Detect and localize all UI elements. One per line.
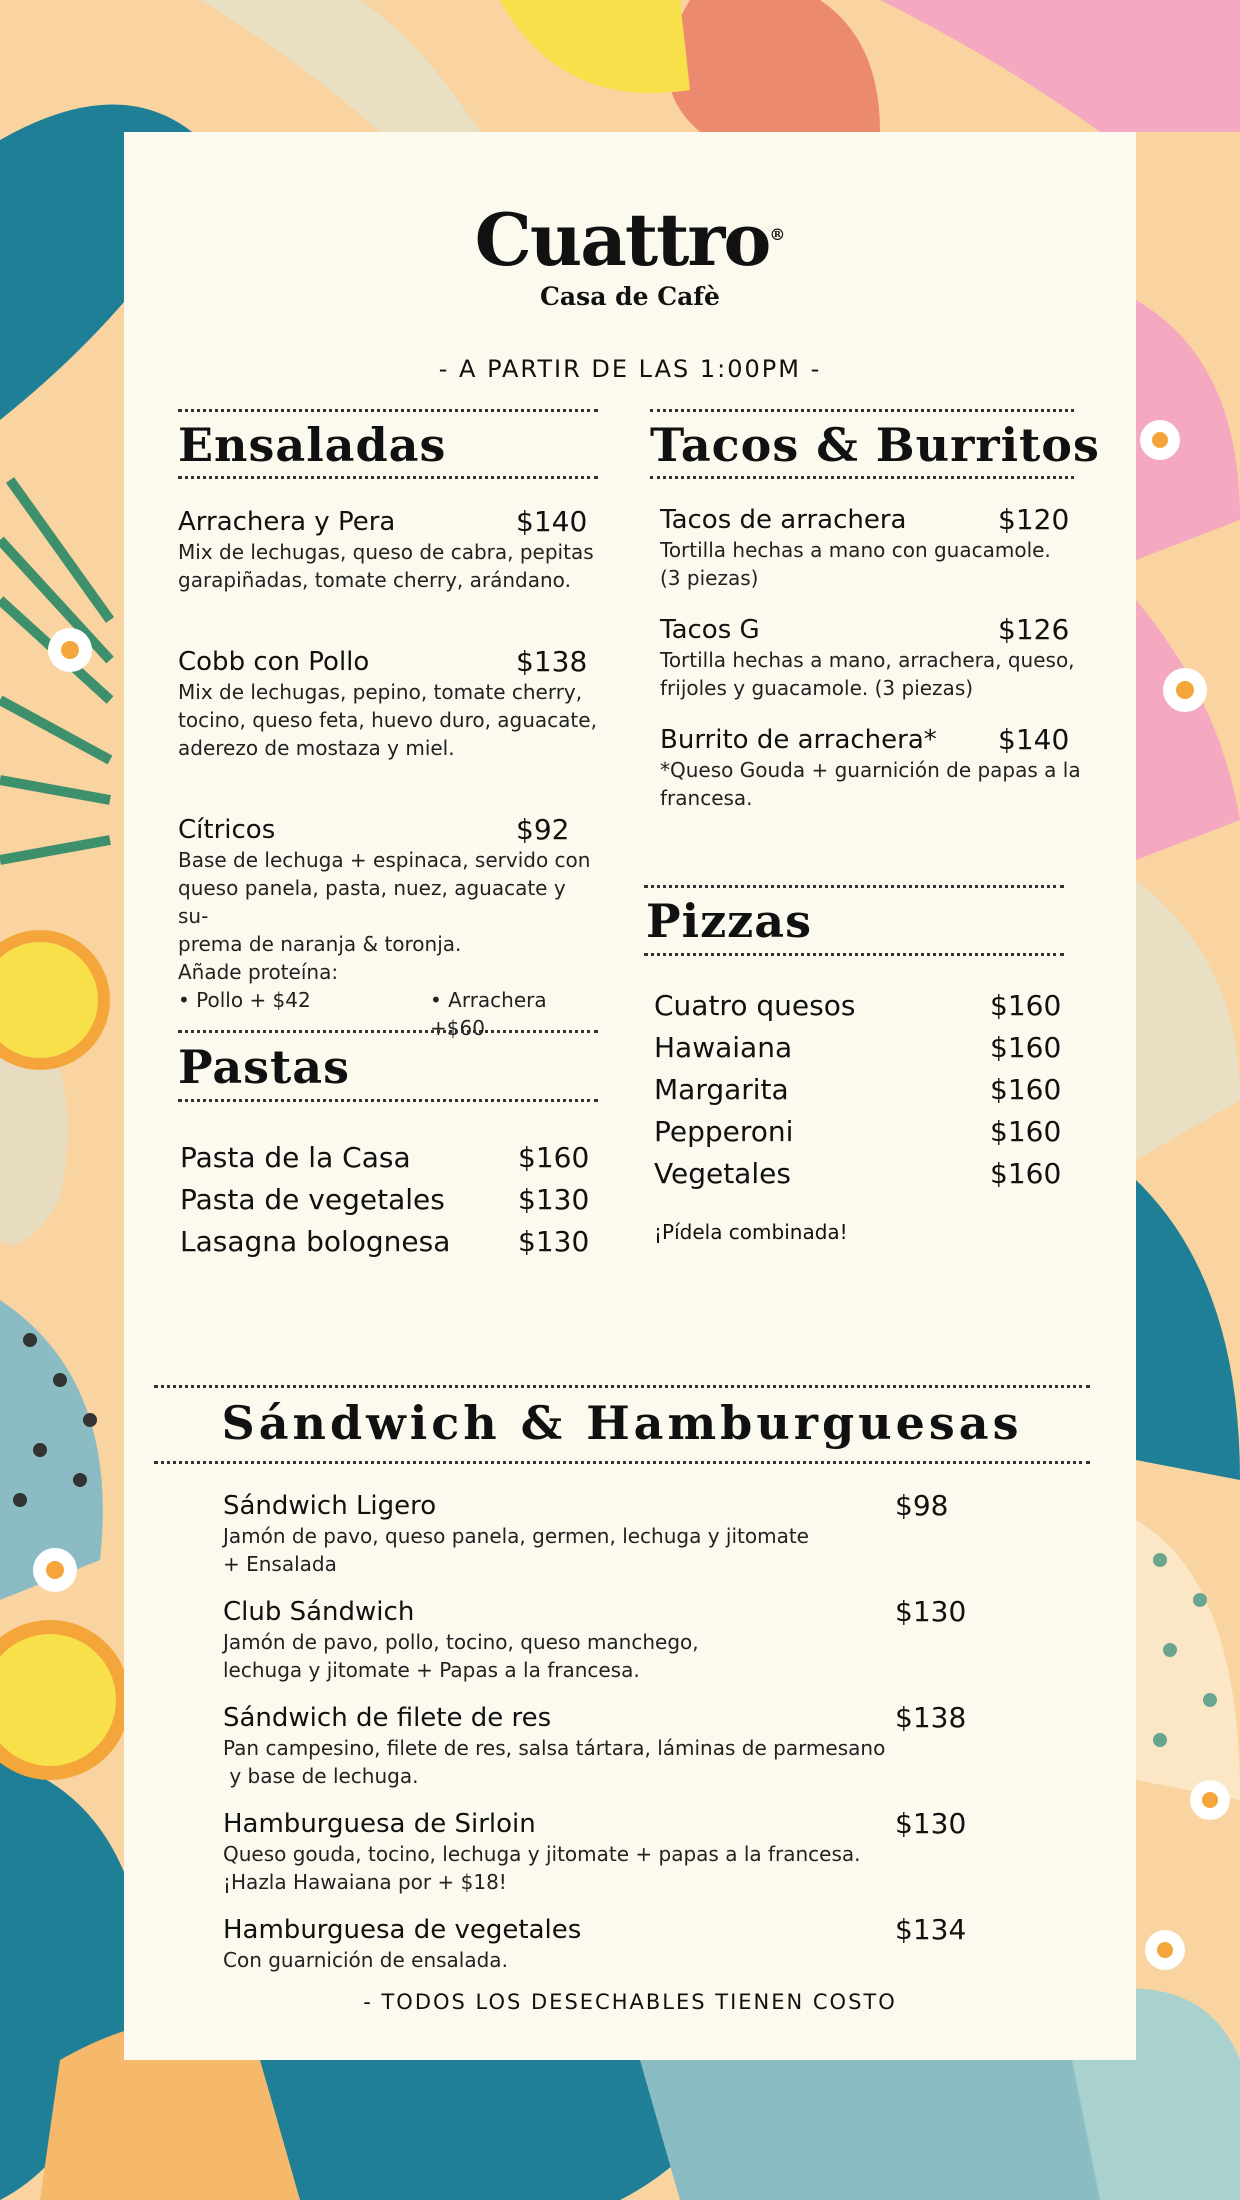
item-name: Lasagna bolognesa <box>180 1225 451 1258</box>
item-name: Hamburguesa de Sirloin <box>223 1809 536 1839</box>
section-title-pizzas: Pizzas <box>646 894 813 948</box>
item-desc: Mix de lechugas, queso de cabra, pepitas <box>178 540 594 564</box>
menu-item <box>654 1116 1074 1148</box>
item-desc: ¡Hazla Hawaiana por + $18! <box>223 1870 507 1894</box>
item-price: $134 <box>895 1913 967 1946</box>
divider <box>644 885 1064 888</box>
item-desc: Pan campesino, filete de res, salsa tártara, láminas de parmesano <box>223 1736 886 1760</box>
menu-item <box>660 724 1100 812</box>
divider <box>178 476 598 479</box>
item-name: Vegetales <box>654 1157 791 1190</box>
item-desc: + Ensalada <box>223 1552 337 1576</box>
item-price: $160 <box>990 1031 1062 1064</box>
item-name: Arrachera y Pera <box>178 507 396 537</box>
divider <box>154 1385 1090 1388</box>
menu-item <box>180 1142 600 1174</box>
menu-item <box>178 646 598 762</box>
item-desc: Queso gouda, tocino, lechuga y jitomate + papas a la francesa. <box>223 1842 861 1866</box>
item-desc: (3 piezas) <box>660 566 759 590</box>
menu-item <box>223 1595 967 1684</box>
item-price: $160 <box>518 1141 590 1174</box>
item-desc: lechuga y jitomate + Papas a la francesa. <box>223 1658 640 1682</box>
item-price: $130 <box>518 1225 590 1258</box>
item-desc: queso panela, pasta, nuez, aguacate y su- <box>178 876 566 928</box>
menu-item <box>223 1807 967 1896</box>
item-price: $140 <box>998 723 1070 756</box>
item-price: $160 <box>990 1073 1062 1106</box>
item-desc: Jamón de pavo, pollo, tocino, queso manchego, <box>223 1630 699 1654</box>
menu-item <box>223 1489 949 1578</box>
item-price: $138 <box>516 645 588 678</box>
section-title-ensaladas: Ensaladas <box>178 418 447 472</box>
item-desc: garapiñadas, tomate cherry, arándano. <box>178 568 571 592</box>
item-name: Hawaiana <box>654 1031 793 1064</box>
protein-options <box>178 986 598 1040</box>
divider <box>650 476 1074 479</box>
logo-subtitle: Casa de Cafè <box>540 282 720 311</box>
item-desc: Tortilla hechas a mano, arrachera, queso, <box>660 648 1075 672</box>
item-name: Cuatro quesos <box>654 989 856 1022</box>
item-price: $160 <box>990 1115 1062 1148</box>
item-desc: Tortilla hechas a mano con guacamole. <box>660 538 1051 562</box>
item-name: Sándwich Ligero <box>223 1491 437 1521</box>
logo <box>124 197 1136 282</box>
item-desc: Añade proteína: <box>178 960 339 984</box>
item-name: Tacos de arrachera <box>660 505 907 535</box>
item-price: $160 <box>990 1157 1062 1190</box>
item-price: $92 <box>516 813 570 846</box>
divider <box>178 409 598 412</box>
item-desc: tocino, queso feta, huevo duro, aguacate, <box>178 708 597 732</box>
menu-item <box>654 1158 1074 1190</box>
item-price: $130 <box>895 1807 967 1840</box>
item-price: $138 <box>895 1701 967 1734</box>
section-title-pastas: Pastas <box>178 1040 351 1094</box>
item-name: Cítricos <box>178 815 276 845</box>
item-price: $120 <box>998 503 1070 536</box>
menu-item <box>223 1701 967 1790</box>
item-name: Pasta de vegetales <box>180 1183 445 1216</box>
menu-item <box>180 1226 600 1258</box>
item-desc: Base de lechuga + espinaca, servido con <box>178 848 591 872</box>
item-desc: y base de lechuga. <box>223 1764 419 1788</box>
pizza-note: ¡Pídela combinada! <box>654 1220 848 1244</box>
item-desc: frijoles y guacamole. (3 piezas) <box>660 676 974 700</box>
item-price: $98 <box>895 1489 949 1522</box>
protein-option-arrachera: • Arrachera +$60 <box>430 988 547 1040</box>
item-price: $160 <box>990 989 1062 1022</box>
item-name: Burrito de arrachera* <box>660 725 937 755</box>
item-price: $126 <box>998 613 1070 646</box>
protein-option-pollo: • Pollo + $42 <box>178 988 311 1012</box>
item-desc: Jamón de pavo, queso panela, germen, lechuga y jitomate <box>223 1524 809 1548</box>
item-price: $140 <box>516 505 588 538</box>
divider <box>178 1099 598 1102</box>
menu-item <box>178 813 598 1040</box>
item-desc: Mix de lechugas, pepino, tomate cherry, <box>178 680 583 704</box>
item-desc: aderezo de mostaza y miel. <box>178 736 455 760</box>
footer-note: - TODOS LOS DESECHABLES TIENEN COSTO <box>363 1990 897 2014</box>
menu-card <box>124 132 1136 2060</box>
menu-item <box>654 1032 1074 1064</box>
menu-item <box>660 504 1080 592</box>
time-note: - A PARTIR DE LAS 1:00PM - <box>438 355 822 383</box>
item-name: Margarita <box>654 1073 789 1106</box>
item-name: Hamburguesa de vegetales <box>223 1915 582 1945</box>
item-name: Tacos G <box>660 615 760 645</box>
section-title-sandwich: Sándwich & Hamburguesas <box>221 1396 1023 1450</box>
item-name: Club Sándwich <box>223 1597 415 1627</box>
item-name: Sándwich de filete de res <box>223 1703 552 1733</box>
section-title-tacos: Tacos & Burritos <box>650 418 1100 472</box>
item-price: $130 <box>895 1595 967 1628</box>
menu-item <box>654 1074 1074 1106</box>
menu-item <box>654 990 1074 1022</box>
menu-item <box>223 1913 967 1974</box>
item-desc: *Queso Gouda + guarnición de papas a la <box>660 758 1081 782</box>
item-price: $130 <box>518 1183 590 1216</box>
menu-item <box>178 506 598 594</box>
menu-item <box>180 1184 600 1216</box>
item-name: Cobb con Pollo <box>178 647 370 677</box>
logo-text: Cuattro <box>474 197 770 282</box>
item-desc: prema de naranja & toronja. <box>178 932 462 956</box>
item-desc: Con guarnición de ensalada. <box>223 1948 508 1972</box>
divider <box>154 1461 1090 1464</box>
divider <box>644 953 1064 956</box>
logo-registered-mark: ® <box>769 225 786 244</box>
item-desc: francesa. <box>660 786 753 810</box>
menu-item <box>660 614 1080 702</box>
item-name: Pepperoni <box>654 1115 794 1148</box>
divider <box>650 409 1074 412</box>
item-name: Pasta de la Casa <box>180 1141 411 1174</box>
divider <box>178 1030 598 1033</box>
